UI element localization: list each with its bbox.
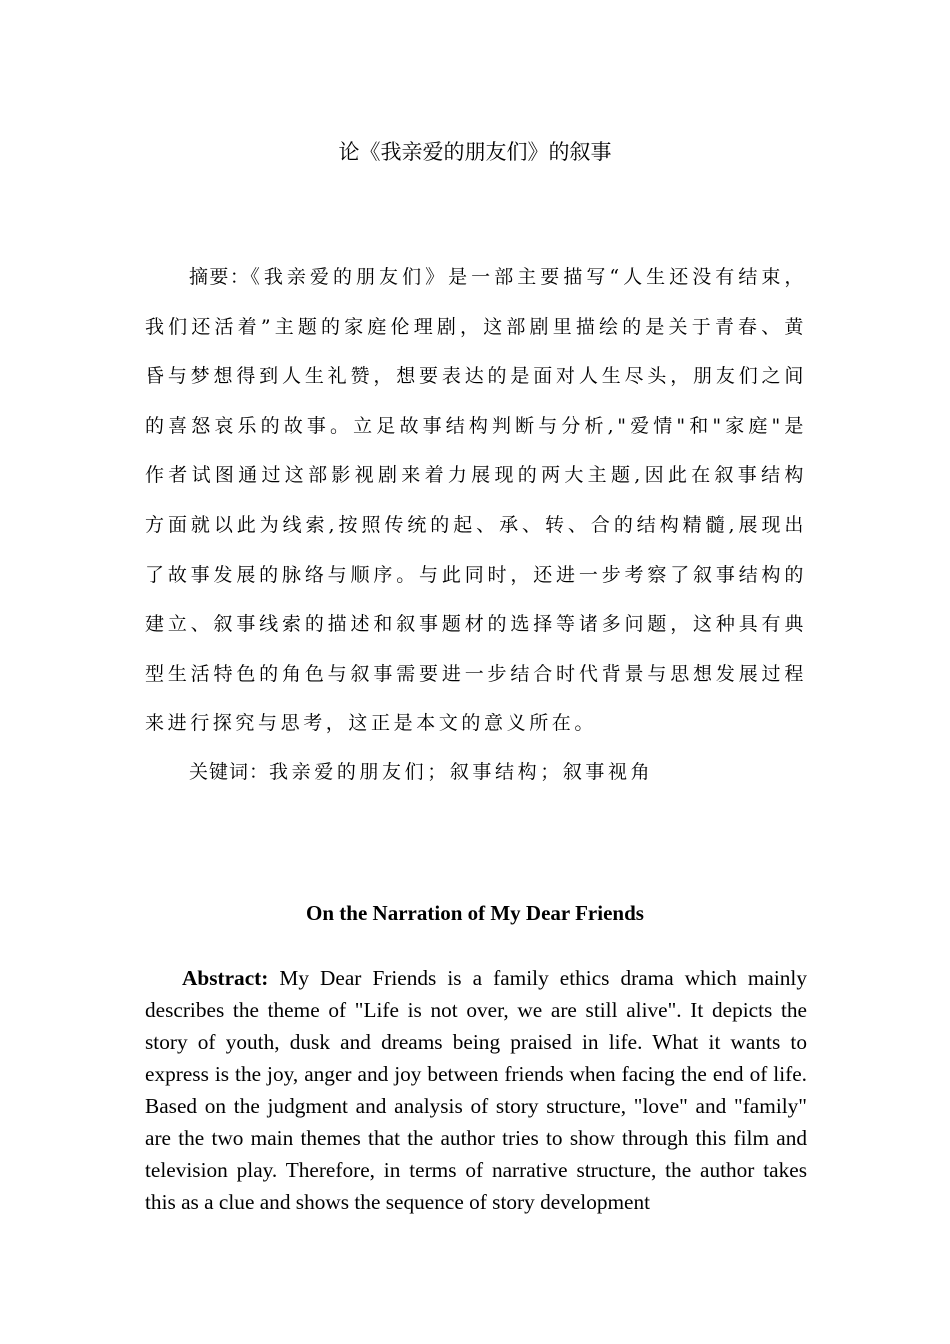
english-abstract [145, 962, 807, 1218]
chinese-abstract-label: 摘要： [189, 266, 251, 288]
chinese-abstract [145, 253, 807, 749]
chinese-abstract-text: 《我亲爱的朋友们》是一部主要描写“人生还没有结束，我们还活着”主题的家庭伦理剧，这部剧里描绘的是关于青春、黄昏与梦想得到人生礼赞，想要表达的是面对人生尽头，朋友们之间的喜怒哀乐的故事。立足故事结构判断与分析,"爱情"和"家庭"是作者试图通过这部影视剧来着力展现的两大主题,因此在叙事结构方面就以此为线索,按照传统的起、承、转、合的结构精髓,展现出了故事发展的脉络与顺序。与此同时，还进一步考察了叙事结构的建立、叙事线索的描述和叙事题材的选择等诸多问题，这种具有典型生活特色的角色与叙事需要进一步结合时代背景与思想发展过程来进行探究与思考，这正是本文的意义所在。 [145, 266, 807, 735]
chinese-keywords-text: 我亲爱的朋友们；叙事结构；叙事视角 [269, 761, 654, 783]
english-title: On the Narration of My Dear Friends [306, 901, 644, 925]
english-abstract-label: Abstract: [182, 966, 269, 990]
chinese-title: 论《我亲爱的朋友们》的叙事 [338, 140, 612, 164]
english-abstract-text: My Dear Friends is a family ethics drama which mainly describes the theme of "Life is not over, we are still alive". It depicts the story of youth, dusk and dreams being praised in life. What it wants to express is the joy, anger and joy between friends when facing the end of life. Based on the judgment and analysis of story structure, "love" and "family" are the two main themes that the author tries to show through this film and television play. Therefore, in terms of narrative structure, the author takes this as a clue and shows the sequence of story development [145, 966, 807, 1214]
chinese-keywords [145, 752, 807, 792]
chinese-keywords-label: 关键词： [189, 761, 270, 783]
